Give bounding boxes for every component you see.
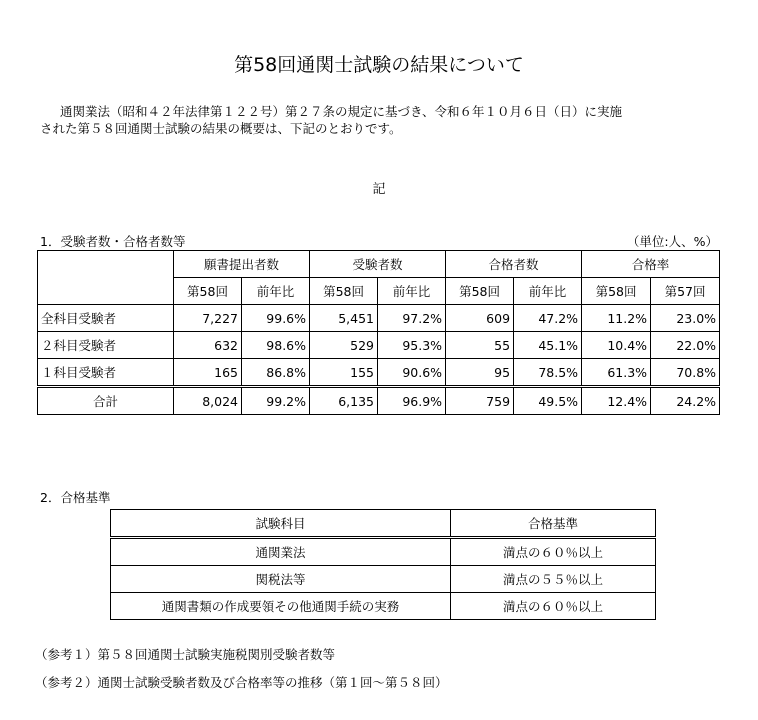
cell: 61.3% — [582, 359, 651, 387]
cell: 5,451 — [310, 305, 378, 332]
cell: 90.6% — [378, 359, 446, 387]
cell: 632 — [174, 332, 242, 359]
criteria-subject: 通関業法 — [111, 538, 451, 566]
total-row — [38, 387, 720, 415]
cell: 6,135 — [310, 387, 378, 415]
cell: 155 — [310, 359, 378, 387]
cell: 24.2% — [651, 387, 720, 415]
ki-heading: 記 — [372, 182, 386, 197]
cell: 22.0% — [651, 332, 720, 359]
row-label: 全科目受験者 — [38, 305, 174, 332]
cell: 47.2% — [514, 305, 582, 332]
criteria-row — [111, 593, 656, 620]
sub-header: 第58回 — [582, 278, 651, 305]
sub-header: 第58回 — [446, 278, 514, 305]
row-label: ２科目受験者 — [38, 332, 174, 359]
cell: 70.8% — [651, 359, 720, 387]
cell: 96.9% — [378, 387, 446, 415]
criteria-table — [110, 509, 656, 620]
page-title: 第58回通関士試験の結果について — [234, 54, 524, 76]
sub-header: 前年比 — [514, 278, 582, 305]
group-header: 合格者数 — [446, 251, 582, 278]
group-header: 受験者数 — [310, 251, 446, 278]
cell: 11.2% — [582, 305, 651, 332]
cell: 609 — [446, 305, 514, 332]
criteria-header-row — [111, 510, 656, 538]
section1-heading: 1．受験者数・合格者数等 — [40, 234, 186, 249]
sub-header: 第58回 — [174, 278, 242, 305]
cell: 98.6% — [242, 332, 310, 359]
criteria-header: 合格基準 — [451, 510, 656, 538]
criteria-subject: 通関書類の作成要領その他通関手続の実務 — [111, 593, 451, 620]
table-row — [38, 332, 720, 359]
reference-link-2[interactable]: （参考２）通関士試験受験者数及び合格率等の推移（第１回〜第５８回） — [35, 675, 448, 690]
cell: 759 — [446, 387, 514, 415]
cell: 97.2% — [378, 305, 446, 332]
reference-link-1[interactable]: （参考１）第５８回通関士試験実施税関別受験者数等 — [35, 647, 336, 662]
unit-note: （単位:人、%） — [626, 234, 718, 249]
corner-cell — [38, 251, 174, 305]
section2-heading: 2．合格基準 — [40, 490, 111, 505]
cell: 95.3% — [378, 332, 446, 359]
table-row — [38, 359, 720, 387]
cell: 10.4% — [582, 332, 651, 359]
total-label: 合計 — [38, 387, 174, 415]
cell: 23.0% — [651, 305, 720, 332]
cell: 8,024 — [174, 387, 242, 415]
intro-line-1: 通関業法（昭和４２年法律第１２２号）第２７条の規定に基づき、令和６年１０月６日（日）に実施 — [60, 104, 623, 119]
cell: 99.6% — [242, 305, 310, 332]
group-header: 願書提出者数 — [174, 251, 310, 278]
cell: 165 — [174, 359, 242, 387]
criteria-value: 満点の６０％以上 — [451, 538, 656, 566]
sub-header: 前年比 — [242, 278, 310, 305]
cell: 78.5% — [514, 359, 582, 387]
criteria-value: 満点の５５％以上 — [451, 566, 656, 593]
cell: 7,227 — [174, 305, 242, 332]
criteria-row — [111, 538, 656, 566]
intro-paragraph — [40, 103, 740, 137]
cell: 12.4% — [582, 387, 651, 415]
cell: 49.5% — [514, 387, 582, 415]
criteria-row — [111, 566, 656, 593]
sub-header: 第57回 — [651, 278, 720, 305]
cell: 45.1% — [514, 332, 582, 359]
criteria-header: 試験科目 — [111, 510, 451, 538]
criteria-value: 満点の６０％以上 — [451, 593, 656, 620]
intro-line-2: された第５８回通関士試験の結果の概要は、下記のとおりです。 — [40, 121, 402, 136]
group-header-row — [38, 251, 720, 278]
sub-header: 前年比 — [378, 278, 446, 305]
group-header: 合格率 — [582, 251, 720, 278]
cell: 99.2% — [242, 387, 310, 415]
cell: 95 — [446, 359, 514, 387]
cell: 529 — [310, 332, 378, 359]
table-row — [38, 305, 720, 332]
cell: 86.8% — [242, 359, 310, 387]
row-label: １科目受験者 — [38, 359, 174, 387]
sub-header: 第58回 — [310, 278, 378, 305]
results-table — [37, 250, 720, 415]
criteria-subject: 関税法等 — [111, 566, 451, 593]
cell: 55 — [446, 332, 514, 359]
